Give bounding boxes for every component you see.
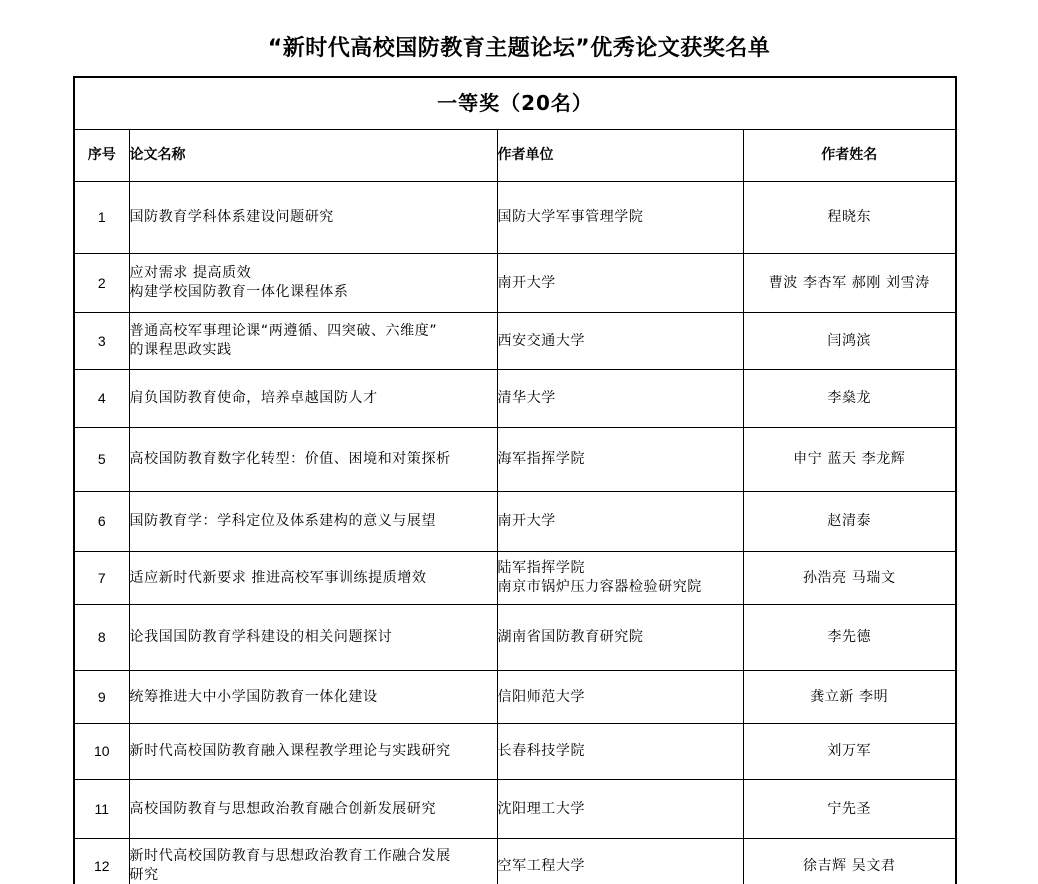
header-author-unit: 作者单位 — [497, 130, 743, 182]
author-name-cell: 闫鸿滨 — [743, 313, 956, 370]
author-unit-line: 信阳师范大学 — [497, 688, 586, 705]
author-unit-line: 南开大学 — [497, 513, 556, 529]
table-row — [74, 254, 956, 313]
table-row — [74, 780, 956, 839]
author-unit-cell — [497, 428, 743, 492]
table-row — [74, 428, 956, 492]
author-unit-cell — [497, 605, 743, 671]
author-name-cell: 孙浩亮 马瑞文 — [743, 552, 956, 605]
table-row — [74, 671, 956, 724]
header-number: 序号 — [74, 130, 129, 182]
row-number: 5 — [74, 428, 129, 492]
row-number: 1 — [74, 182, 129, 254]
author-name-cell: 李燊龙 — [743, 370, 956, 428]
table-row — [74, 182, 956, 254]
author-name-cell: 徐吉辉 吴文君 — [743, 839, 956, 884]
paper-title-line: 统筹推进大中小学国防教育一体化建设 — [129, 688, 378, 705]
section-heading: 一等奖（20名） — [74, 77, 956, 130]
table-row — [74, 605, 956, 671]
paper-title-line: 的课程思政实践 — [129, 342, 232, 358]
paper-title-line: 应对需求 提高质效 — [129, 265, 252, 281]
table-row — [74, 492, 956, 552]
table-row — [74, 313, 956, 370]
author-unit-cell — [497, 492, 743, 552]
table-row — [74, 839, 956, 884]
awards-table — [73, 76, 957, 884]
author-name-cell: 赵清泰 — [743, 492, 956, 552]
author-unit-cell — [497, 839, 743, 884]
paper-title-cell — [129, 182, 497, 254]
author-unit-line: 国防大学军事管理学院 — [497, 209, 644, 225]
author-name-cell: 程晓东 — [743, 182, 956, 254]
paper-title-cell — [129, 492, 497, 552]
paper-title-line: 构建学校国防教育一体化课程体系 — [129, 284, 349, 300]
author-unit-cell — [497, 182, 743, 254]
author-unit-cell — [497, 724, 743, 780]
author-unit-cell — [497, 254, 743, 313]
author-unit-cell — [497, 370, 743, 428]
author-unit-line: 沈阳理工大学 — [497, 800, 586, 817]
author-unit-line: 海军指挥学院 — [497, 451, 586, 467]
row-number: 8 — [74, 605, 129, 671]
paper-title-cell — [129, 839, 497, 884]
row-number: 6 — [74, 492, 129, 552]
paper-title-line: 国防教育学科体系建设问题研究 — [129, 209, 334, 225]
paper-title-line: 高校国防教育数字化转型：价值、困境和对策探析 — [129, 451, 451, 467]
document-title: “新时代高校国防教育主题论坛”优秀论文获奖名单 — [267, 36, 771, 61]
paper-title-cell — [129, 370, 497, 428]
author-unit-line: 陆军指挥学院 — [497, 560, 586, 576]
paper-title-cell — [129, 254, 497, 313]
author-unit-line: 南京市锅炉压力容器检验研究院 — [497, 579, 702, 595]
paper-title-line: 国防教育学：学科定位及体系建构的意义与展望 — [129, 513, 437, 529]
author-name-cell: 刘万军 — [743, 724, 956, 780]
author-unit-cell — [497, 552, 743, 605]
paper-title-line: 研究 — [129, 867, 159, 883]
author-unit-line: 空军工程大学 — [497, 857, 586, 874]
row-number: 11 — [74, 780, 129, 839]
paper-title-cell — [129, 671, 497, 724]
row-number: 3 — [74, 313, 129, 370]
header-row — [74, 130, 956, 182]
author-unit-cell — [497, 313, 743, 370]
header-paper-title: 论文名称 — [129, 130, 497, 182]
paper-title-line: 肩负国防教育使命，培养卓越国防人才 — [129, 390, 378, 406]
row-number: 2 — [74, 254, 129, 313]
paper-title-cell — [129, 428, 497, 492]
paper-title-line: 论我国国防教育学科建设的相关问题探讨 — [129, 629, 393, 645]
row-number: 7 — [74, 552, 129, 605]
author-unit-line: 湖南省国防教育研究院 — [497, 629, 644, 645]
row-number: 4 — [74, 370, 129, 428]
paper-title-line: 新时代高校国防教育融入课程教学理论与实践研究 — [129, 743, 451, 759]
table-row — [74, 724, 956, 780]
paper-title-line: 普通高校军事理论课“两遵循、四突破、六维度” — [129, 323, 438, 339]
header-author-name: 作者姓名 — [743, 130, 956, 182]
row-number: 12 — [74, 839, 129, 884]
paper-title-cell — [129, 313, 497, 370]
author-name-cell: 曹波 李杏军 郝刚 刘雪涛 — [743, 254, 956, 313]
paper-title-line: 适应新时代新要求 推进高校军事训练提质增效 — [129, 569, 427, 586]
author-name-cell: 宁先圣 — [743, 780, 956, 839]
row-number: 10 — [74, 724, 129, 780]
author-unit-line: 西安交通大学 — [497, 332, 586, 349]
author-name-cell: 龚立新 李明 — [743, 671, 956, 724]
paper-title-line: 高校国防教育与思想政治教育融合创新发展研究 — [129, 800, 437, 817]
table-row — [74, 552, 956, 605]
row-number: 9 — [74, 671, 129, 724]
table-row — [74, 370, 956, 428]
author-unit-cell — [497, 780, 743, 839]
author-unit-line: 清华大学 — [497, 390, 556, 406]
paper-title-line: 新时代高校国防教育与思想政治教育工作融合发展 — [129, 848, 451, 864]
paper-title-cell — [129, 780, 497, 839]
paper-title-cell — [129, 724, 497, 780]
author-name-cell: 申宁 蓝天 李龙辉 — [743, 428, 956, 492]
paper-title-cell — [129, 605, 497, 671]
section-row — [74, 77, 956, 130]
author-name-cell: 李先德 — [743, 605, 956, 671]
paper-title-cell — [129, 552, 497, 605]
author-unit-cell — [497, 671, 743, 724]
author-unit-line: 南开大学 — [497, 274, 556, 291]
author-unit-line: 长春科技学院 — [497, 743, 586, 759]
